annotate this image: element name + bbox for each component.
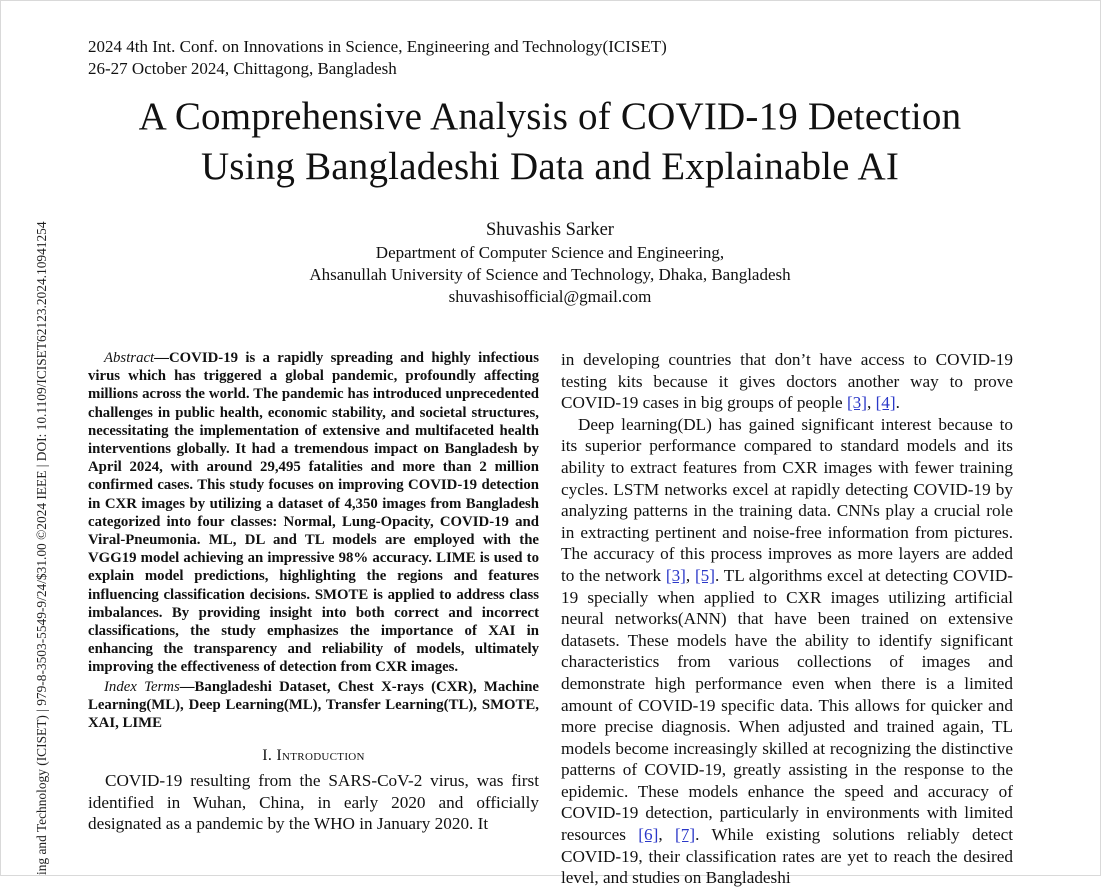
paragraph-text: . TL algorithms excel at detecting COVID-19 specially when applied to CXR images utilizing artificial neural networks(ANN) that have been trained on extensive datasets. These models have the ability to identify significant characteristics from various collections of images and demonstrate high performance even when there is a limited amount of COVID-19 specific data. This allows for quicker and more precise diagnosis. When adjusted and trained again, TL models become increasingly skilled at recognizing the distinctive patterns of COVID-19, greatly assisting in the response to the epidemic. These models enhance the speed and accuracy of COVID-19 detection, particularly in environments with limited resources <box>561 565 1013 845</box>
citation-separator: , <box>685 565 695 585</box>
citation-link[interactable]: [7] <box>675 825 696 845</box>
right-column <box>561 349 1013 889</box>
paragraph-text: . <box>895 393 900 413</box>
citation-link[interactable]: [5] <box>694 565 715 585</box>
left-column <box>88 349 539 835</box>
abstract-text: —COVID-19 is a rapidly spreading and highly infectious virus which has triggered a global pandemic, profoundly affecting millions across the world. The pandemic has introduced unprecedented challenges in public health, economic stability, and societal structures, necessitating the implementation of extensive and multifaceted health interventions globally. It had a tremendous impact on Bangladesh by April 2024, with around 29,495 fatalities and more than 2 million confirmed cases. This study focuses on improving COVID-19 detection in CXR images by utilizing a dataset of 4,350 images from Bangladesh categorized into four classes: Normal, Lung-Opacity, COVID-19 and Viral-Pneumonia. ML, DL and TL models are employed with the VGG19 model achieving an impressive 98% accuracy. LIME is used to explain model predictions, highlighting the regions and features influencing classification decisions. SMOTE is applied to address class imbalances. By providing insight into both correct and incorrect classifications, the study emphasizes the importance of XAI in enhancing the transparency and reliability of models, ultimately improving the effectiveness of detection from CXR images. <box>88 350 539 676</box>
author-department: Department of Computer Science and Engineering, <box>375 243 725 262</box>
intro-paragraph: COVID-19 resulting from the SARS-CoV-2 virus, was first identified in Wuhan, China, in early 2020 and officially designated as a pandemic by the WHO in January 2020. It <box>88 771 539 834</box>
conference-line-2: 26-27 October 2024, Chittagong, Bangladesh <box>88 59 397 78</box>
abstract-label: Abstract <box>104 350 155 366</box>
author-university: Ahsanullah University of Science and Technology, Dhaka, Bangladesh <box>309 265 791 284</box>
paragraph-text: Deep learning(DL) has gained significant interest because to its superior performance compared to standard models and its ability to extract features from CXR images with fewer training cycles. LSTM networks excel at rapidly detecting COVID-19 by analyzing patterns in the training data. CNNs play a crucial role in extracting pertinent and noise-free information from pictures. The accuracy of this process improves as more layers are added to the network <box>561 414 1013 585</box>
paragraph-text: . While existing solutions reliably detect COVID-19, their classification rates are yet to reach the desired level, and studies on Bangladeshi <box>561 825 1014 888</box>
index-terms-label: Index Terms <box>104 678 180 695</box>
section-heading-introduction: I. Introduction <box>262 747 365 765</box>
citation-link[interactable]: [3] <box>846 393 867 413</box>
title-line-1: A Comprehensive Analysis of COVID-19 Detection <box>138 95 962 138</box>
citation-link[interactable]: [3] <box>665 565 686 585</box>
author-name: Shuvashis Sarker <box>486 220 614 240</box>
side-publication-info: ing and Technology (ICISET) | 979-8-3503-5549-9/24/$31.00 ©2024 IEEE | DOI: 10.1109/ICISET62123.2024.10941254 <box>34 221 49 875</box>
citation-link[interactable]: [6] <box>638 825 659 845</box>
title-line-2: Using Bangladeshi Data and Explainable AI <box>200 145 900 188</box>
index-terms-text: —Bangladeshi Dataset, Chest X-rays (CXR), Machine Learning(ML), Deep Learning(ML), Transfer Learning(TL), SMOTE, XAI, LIME <box>88 678 540 732</box>
citation-link[interactable]: [4] <box>875 393 896 413</box>
citation-separator: , <box>866 393 876 413</box>
abstract <box>88 349 539 677</box>
conference-header <box>88 36 667 80</box>
paragraph-deep-learning <box>561 414 1013 889</box>
author-block <box>200 219 900 308</box>
paper-title <box>60 92 1040 192</box>
author-email: shuvashisofficial@gmail.com <box>448 287 652 306</box>
paragraph-text: in developing countries that don’t have access to COVID-19 testing kits because it gives doctors another way to prove COVID-19 cases in big groups of people <box>561 350 1013 413</box>
paragraph-continued <box>561 349 1013 414</box>
index-terms <box>88 678 539 733</box>
conference-line-1: 2024 4th Int. Conf. on Innovations in Science, Engineering and Technology(ICISET) <box>88 37 667 56</box>
citation-separator: , <box>658 825 676 845</box>
